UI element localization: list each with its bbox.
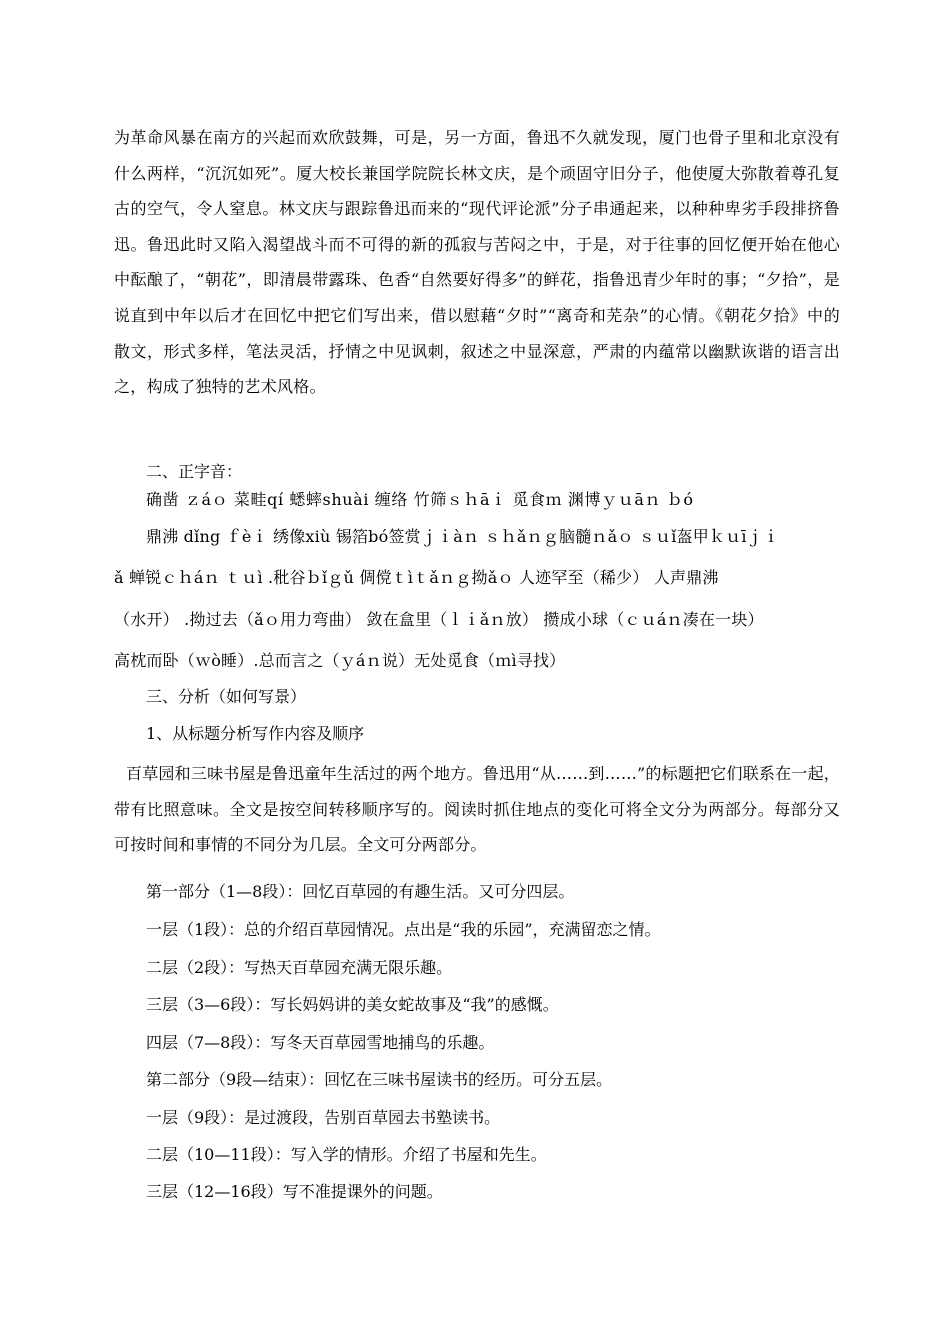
analysis-paragraph: 百草园和三味书屋是鲁迅童年生活过的两个地方。鲁迅用“从……到……”的标题把它们联系在一起，带有比照意味。全文是按空间转移顺序写的。阅读时抓住地点的变化可将全文分为两部分。每部分又可按时间和事情的不同分为几层。全文可分两部分。 xyxy=(114,764,840,854)
part1-layer-3: 三层（3—6段）：写长妈妈讲的美女蛇故事及“我”的感慨。 xyxy=(146,995,559,1014)
pronunciation-line-3: ǎ 蝉锐ｃｈáｎ ｔｕì .秕谷ｂǐｇǔ 倜傥ｔìｔǎｎｇ拗ǎｏ 人迹罕至（稀少） 人声鼎沸 xyxy=(114,568,719,587)
analysis-subheading: 1、从标题分析写作内容及顺序 xyxy=(146,724,365,743)
pronunciation-line-4: （水开） .拗过去（ǎｏ用力弯曲） 敛在盒里（ｌｉǎｎ放） 攒成小球（ｃｕáｎ凑在一块） xyxy=(114,610,764,629)
pronunciation-heading: 二、正字音： xyxy=(146,462,243,481)
part2-summary: 第二部分（9段—结束）：回忆在三味书屋读书的经历。可分五层。 xyxy=(146,1070,613,1089)
part2-layer-3: 三层（12—16段）写不准提课外的问题。 xyxy=(146,1182,443,1201)
part1-summary: 第一部分（1—8段）：回忆百草园的有趣生活。又可分四层。 xyxy=(146,882,575,901)
pronunciation-line-2: 鼎沸 dǐng ｆèｉ 绣像xiù 锡箔bó签赏ｊｉàｎ ｓｈǎｎｇ脑髓ｎǎｏ ｓｕǐ盔甲ｋｕīｊｉ xyxy=(146,527,780,546)
part1-layer-2: 二层（2段）：写热天百草园充满无限乐趣。 xyxy=(146,958,453,977)
analysis-heading: 三、分析（如何写景） xyxy=(146,687,307,706)
pronunciation-line-1: 确凿 ｚáｏ 菜畦qí 蟋蟀shuài 缠络 竹筛ｓｈāｉ 觅食ｍ 渊博ｙｕāｎ ｂó xyxy=(146,490,694,509)
part2-layer-2: 二层（10—11段）：写入学的情形。介绍了书屋和先生。 xyxy=(146,1145,547,1164)
part1-layer-1: 一层（1段）：总的介绍百草园情况。点出是“我的乐园”，充满留恋之情。 xyxy=(146,920,661,939)
part1-layer-4: 四层（7—8段）：写冬天百草园雪地捕鸟的乐趣。 xyxy=(146,1033,495,1052)
intro-paragraph: 为革命风暴在南方的兴起而欢欣鼓舞，可是，另一方面，鲁迅不久就发现，厦门也骨子里和北京没有什么两样，“沉沉如死”。厦大校长兼国学院院长林文庆，是个顽固守旧分子，他使厦大弥散着尊孔复古的空气，令人窒息。林文庆与跟踪鲁迅而来的“现代评论派”分子串通起来，以种种卑劣手段排挤鲁迅。鲁迅此时又陷入渴望战斗而不可得的新的孤寂与苦闷之中，于是，对于往事的回忆便开始在他心中酝酿了，“朝花”，即清晨带露珠、色香“自然要好得多”的鲜花，指鲁迅青少年时的事；“夕拾”，是说直到中年以后才在回忆中把它们写出来，借以慰藉“夕时”“离奇和芜杂”的心情。《朝花夕拾》中的散文，形式多样，笔法灵活，抒情之中见讽刺，叙述之中显深意，严肃的内蕴常以幽默诙谐的语言出之，构成了独特的艺术风格。 xyxy=(114,128,840,397)
pronunciation-line-5: 高枕而卧（ｗò睡）.总而言之（ｙáｎ说）无处觅食（ｍì寻找） xyxy=(114,651,566,670)
part2-layer-1: 一层（9段）：是过渡段，告别百草园去书塾读书。 xyxy=(146,1108,501,1127)
